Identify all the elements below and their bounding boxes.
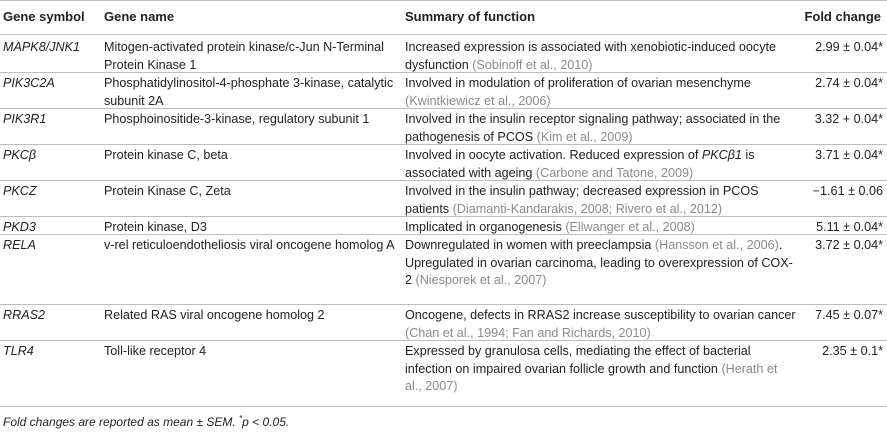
header-rule (0, 34, 887, 35)
gene-name-cell: Protein Kinase C, Zeta (104, 184, 231, 198)
citation: (Chan et al., 1994; Fan and Richards, 2010) (405, 325, 651, 340)
header-fold-change: Fold change (804, 9, 881, 24)
citation: (Hansson et al., 2006) (654, 238, 779, 252)
summary-text: PKCβ1 (701, 148, 742, 162)
citation: (Diamanti-Kandarakis, 2008; Rivero et al., 2012) (452, 201, 723, 216)
gene-name-cell: v-rel reticuloendotheliosis viral oncogene homolog A (104, 238, 395, 252)
citation: (Kim et al., 2009) (536, 129, 633, 144)
table-top-rule (0, 0, 887, 1)
gene-symbol-cell: TLR4 (3, 344, 34, 358)
gene-symbol-cell: RELA (3, 238, 36, 252)
gene-name-cell: Phosphatidylinositol-4-phosphate 3-kinase, catalytic subunit 2A (104, 76, 394, 108)
summary-cell (405, 111, 797, 146)
fold-change-cell: 2.74 ± 0.04* (815, 76, 883, 90)
row-separator (0, 304, 887, 305)
summary-text: Downregulated in women with preeclampsia (405, 238, 655, 252)
footnote-star: * (239, 414, 243, 423)
citation: (Niesporek et al., 2007) (415, 273, 547, 287)
citation: (Carbone and Tatone, 2009) (535, 165, 694, 180)
citation: (Kwintkiewicz et al., 2006) (405, 93, 551, 108)
summary-text: Involved in the insulin pathway; decreased expression in PCOS patients (405, 184, 759, 216)
row-separator (0, 340, 887, 341)
summary-cell (405, 147, 797, 182)
fold-change-cell: 5.11 ± 0.04* (816, 220, 883, 234)
summary-text: Involved in oocyte activation. Reduced expression of (405, 148, 702, 162)
fold-change-cell: 3.71 ± 0.04* (815, 148, 883, 162)
summary-cell (405, 307, 797, 342)
summary-text: . Upregulated in ovarian carcinoma, leading to overexpression of COX-2 (405, 238, 793, 287)
summary-cell (405, 183, 797, 218)
fold-change-cell: 3.32 + 0.04* (814, 112, 883, 126)
footnote-main: Fold changes are reported as mean ± SEM. (3, 415, 240, 429)
header-summary: Summary of function (405, 9, 536, 24)
footnote-p: p < 0.05. (242, 415, 290, 429)
gene-symbol-cell: MAPK8/JNK1 (3, 40, 80, 54)
summary-text: Involved in the insulin receptor signaling pathway; associated in the pathogenesis of PCOS (405, 112, 781, 144)
gene-name-cell: Related RAS viral oncogene homolog 2 (104, 308, 325, 322)
summary-cell (405, 75, 797, 110)
header-gene-name: Gene name (104, 9, 175, 24)
row-separator (0, 234, 887, 235)
gene-name-cell: Mitogen-activated protein kinase/c-Jun N-Terminal Protein Kinase 1 (104, 40, 384, 72)
gene-name-cell: Protein kinase, D3 (104, 220, 207, 234)
row-separator (0, 108, 887, 109)
gene-symbol-cell: PKCβ (3, 148, 37, 162)
gene-symbol-cell: PIK3C2A (3, 76, 55, 90)
gene-symbol-cell: PKD3 (3, 220, 36, 234)
summary-text: Expressed by granulosa cells, mediating the effect of bacterial infection on impaired ovarian follicle growth and function (405, 344, 751, 376)
row-separator (0, 180, 887, 181)
summary-cell (405, 237, 797, 290)
gene-name-cell: Toll-like receptor 4 (104, 344, 207, 358)
gene-name-cell: Phosphoinositide-3-kinase, regulatory subunit 1 (104, 112, 370, 126)
table-bottom-rule (0, 406, 887, 407)
citation: (Sobinoff et al., 2010) (472, 57, 593, 72)
row-separator (0, 216, 887, 217)
citation: (Herath et al., 2007) (405, 361, 778, 393)
summary-text: Increased expression is associated with xenobiotic-induced oocyte dysfunction (405, 40, 777, 72)
fold-change-cell: 2.99 ± 0.04* (815, 40, 883, 54)
citation: (Ellwanger et al., 2008) (565, 220, 695, 234)
fold-change-cell: 2.35 ± 0.1* (822, 344, 883, 358)
row-separator (0, 72, 887, 73)
fold-change-cell: −1.61 ± 0.06 (812, 184, 883, 198)
summary-text: Oncogene, defects in RRAS2 increase susceptibility to ovarian cancer (405, 308, 796, 322)
gene-symbol-cell: PIK3R1 (3, 112, 47, 126)
gene-name-cell: Protein kinase C, beta (104, 148, 228, 162)
summary-cell (405, 39, 797, 74)
table-footnote (3, 414, 289, 429)
gene-symbol-cell: RRAS2 (3, 308, 45, 322)
row-separator (0, 144, 887, 145)
fold-change-cell: 7.45 ± 0.07* (815, 308, 883, 322)
summary-cell (405, 343, 797, 396)
fold-change-cell: 3.72 ± 0.04* (815, 238, 883, 252)
summary-text: Implicated in organogenesis (405, 220, 566, 234)
header-gene-symbol: Gene symbol (3, 9, 85, 24)
gene-symbol-cell: PKCZ (3, 184, 37, 198)
summary-text: Involved in modulation of proliferation of ovarian mesenchyme (405, 76, 751, 90)
summary-text: is associated with ageing (405, 148, 755, 180)
